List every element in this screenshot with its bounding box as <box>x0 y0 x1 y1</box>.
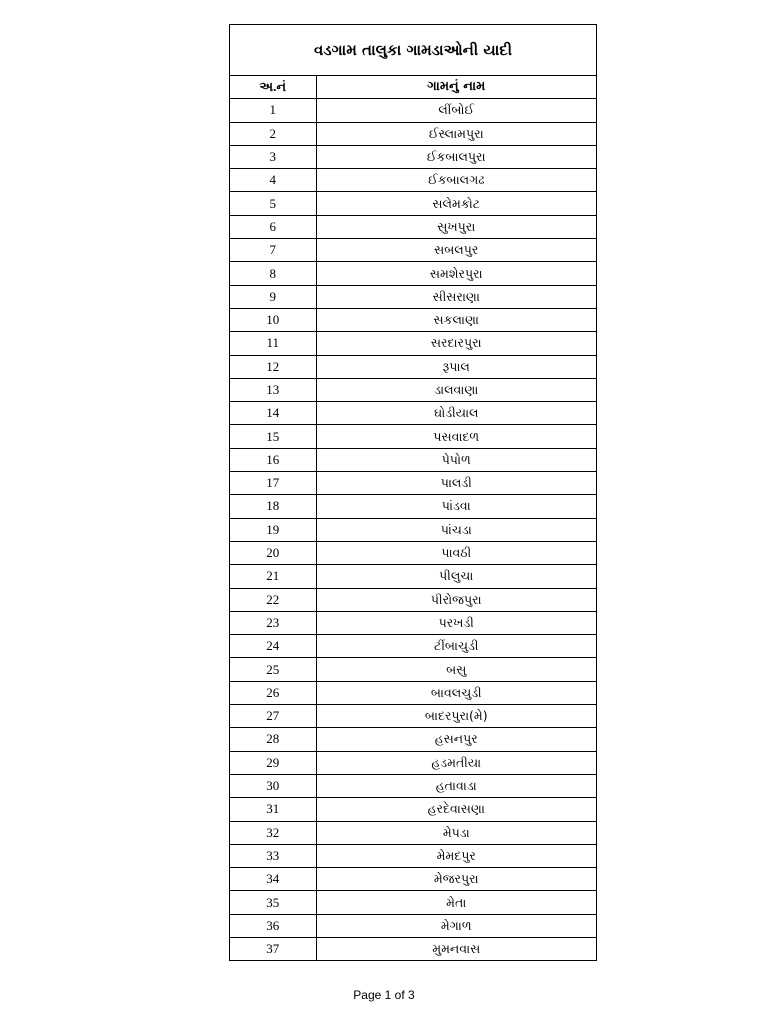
serial-number-cell: 32 <box>230 821 316 844</box>
table-row <box>230 402 596 425</box>
table-row <box>230 844 596 867</box>
serial-number-cell: 27 <box>230 705 316 728</box>
village-name-cell: રૂપાલ <box>316 355 596 378</box>
table-row <box>230 472 596 495</box>
table-row <box>230 448 596 471</box>
village-name-cell: ડાલવાણા <box>316 378 596 401</box>
serial-number-cell: 6 <box>230 215 316 238</box>
table-row <box>230 122 596 145</box>
page-number: Page 1 of 3 <box>353 988 415 1002</box>
table-row <box>230 868 596 891</box>
table-row <box>230 541 596 564</box>
serial-number-cell: 17 <box>230 472 316 495</box>
table-row <box>230 728 596 751</box>
serial-number-cell: 29 <box>230 751 316 774</box>
village-name-cell: બસુ <box>316 658 596 681</box>
table-row <box>230 192 596 215</box>
village-name-cell: ઈકબાલપુરા <box>316 145 596 168</box>
serial-number-cell: 31 <box>230 798 316 821</box>
village-name-cell: પરખડી <box>316 611 596 634</box>
table-row <box>230 169 596 192</box>
village-name-cell: પીરોજપુરા <box>316 588 596 611</box>
village-name-cell: મેજરપુરા <box>316 868 596 891</box>
table-row <box>230 774 596 797</box>
village-name-cell: સરદારપુરા <box>316 332 596 355</box>
serial-number-cell: 1 <box>230 99 316 122</box>
serial-number-cell: 30 <box>230 774 316 797</box>
table-row <box>230 332 596 355</box>
village-name-cell: હરદેવાસણા <box>316 798 596 821</box>
serial-number-cell: 4 <box>230 169 316 192</box>
table-row <box>230 215 596 238</box>
village-name-cell: પાંચડા <box>316 518 596 541</box>
village-name-cell: પેપોળ <box>316 448 596 471</box>
serial-number-cell: 12 <box>230 355 316 378</box>
table-row <box>230 565 596 588</box>
serial-number-cell: 36 <box>230 914 316 937</box>
serial-number-cell: 35 <box>230 891 316 914</box>
serial-number-cell: 37 <box>230 937 316 960</box>
serial-number-cell: 15 <box>230 425 316 448</box>
serial-number-cell: 3 <box>230 145 316 168</box>
serial-number-cell: 24 <box>230 635 316 658</box>
table-row <box>230 914 596 937</box>
table-row <box>230 611 596 634</box>
village-list-sheet <box>229 24 597 961</box>
table-row <box>230 145 596 168</box>
village-name-cell: ઈકબાલગઢ <box>316 169 596 192</box>
village-name-cell: સુખપુરા <box>316 215 596 238</box>
serial-number-cell: 26 <box>230 681 316 704</box>
table-row <box>230 262 596 285</box>
village-name-cell: હતાવાડા <box>316 774 596 797</box>
serial-column-header: અ.નં <box>230 76 316 99</box>
serial-number-cell: 11 <box>230 332 316 355</box>
serial-number-cell: 13 <box>230 378 316 401</box>
village-name-cell: હડમતીયા <box>316 751 596 774</box>
village-name-cell: સમશેરપુરા <box>316 262 596 285</box>
village-column-header: ગામનું નામ <box>427 79 486 95</box>
serial-number-cell: 22 <box>230 588 316 611</box>
serial-number-cell: 7 <box>230 239 316 262</box>
serial-number-cell: 8 <box>230 262 316 285</box>
village-name-cell: હસનપુર <box>316 728 596 751</box>
village-name-cell: પાવઠી <box>316 541 596 564</box>
table-row <box>230 798 596 821</box>
serial-number-cell: 18 <box>230 495 316 518</box>
table-body <box>230 99 596 960</box>
village-name-cell: બાદરપુરા(મે) <box>316 705 596 728</box>
village-name-cell: સકલાણા <box>316 308 596 331</box>
serial-number-cell: 2 <box>230 122 316 145</box>
village-name-cell: સલેમકોટ <box>316 192 596 215</box>
village-name-cell: મેતા <box>316 891 596 914</box>
village-name-cell: બાવલચુડી <box>316 681 596 704</box>
table-row <box>230 495 596 518</box>
village-name-cell: પસવાદળ <box>316 425 596 448</box>
table-row <box>230 658 596 681</box>
serial-number-cell: 9 <box>230 285 316 308</box>
serial-number-cell: 20 <box>230 541 316 564</box>
village-name-cell: મુમનવાસ <box>316 937 596 960</box>
table-row <box>230 751 596 774</box>
village-name-cell: મેપડા <box>316 821 596 844</box>
table-row <box>230 821 596 844</box>
village-name-cell: પાંડવા <box>316 495 596 518</box>
serial-number-cell: 16 <box>230 448 316 471</box>
village-name-cell: સીસરાણા <box>316 285 596 308</box>
serial-number-cell: 19 <box>230 518 316 541</box>
table-header-row <box>230 76 596 99</box>
table-row <box>230 308 596 331</box>
table-row <box>230 937 596 960</box>
village-name-cell: પાલડી <box>316 472 596 495</box>
table-row <box>230 705 596 728</box>
serial-number-cell: 25 <box>230 658 316 681</box>
village-name-cell: લીંબોઈ <box>316 99 596 122</box>
table-row <box>230 378 596 401</box>
village-name-cell: ઘોડીયાલ <box>316 402 596 425</box>
serial-number-cell: 5 <box>230 192 316 215</box>
serial-number-cell: 28 <box>230 728 316 751</box>
village-table <box>230 76 596 960</box>
table-row <box>230 285 596 308</box>
serial-number-cell: 10 <box>230 308 316 331</box>
serial-number-cell: 21 <box>230 565 316 588</box>
table-row <box>230 99 596 122</box>
table-row <box>230 681 596 704</box>
table-row <box>230 355 596 378</box>
table-row <box>230 239 596 262</box>
table-row <box>230 588 596 611</box>
village-name-cell: ઈસ્લામપુરા <box>316 122 596 145</box>
village-name-cell: ટીંબાચુડી <box>316 635 596 658</box>
village-name-cell: પીલુચા <box>316 565 596 588</box>
serial-number-cell: 14 <box>230 402 316 425</box>
village-name-cell: સબલપુર <box>316 239 596 262</box>
table-row <box>230 425 596 448</box>
document-title: વડગામ તાલુકા ગામડાઓની યાદી <box>230 25 596 76</box>
table-row <box>230 635 596 658</box>
village-name-cell: મેગાળ <box>316 914 596 937</box>
village-name-cell: મેમદપુર <box>316 844 596 867</box>
serial-number-cell: 33 <box>230 844 316 867</box>
table-row <box>230 891 596 914</box>
serial-number-cell: 23 <box>230 611 316 634</box>
table-row <box>230 518 596 541</box>
serial-number-cell: 34 <box>230 868 316 891</box>
